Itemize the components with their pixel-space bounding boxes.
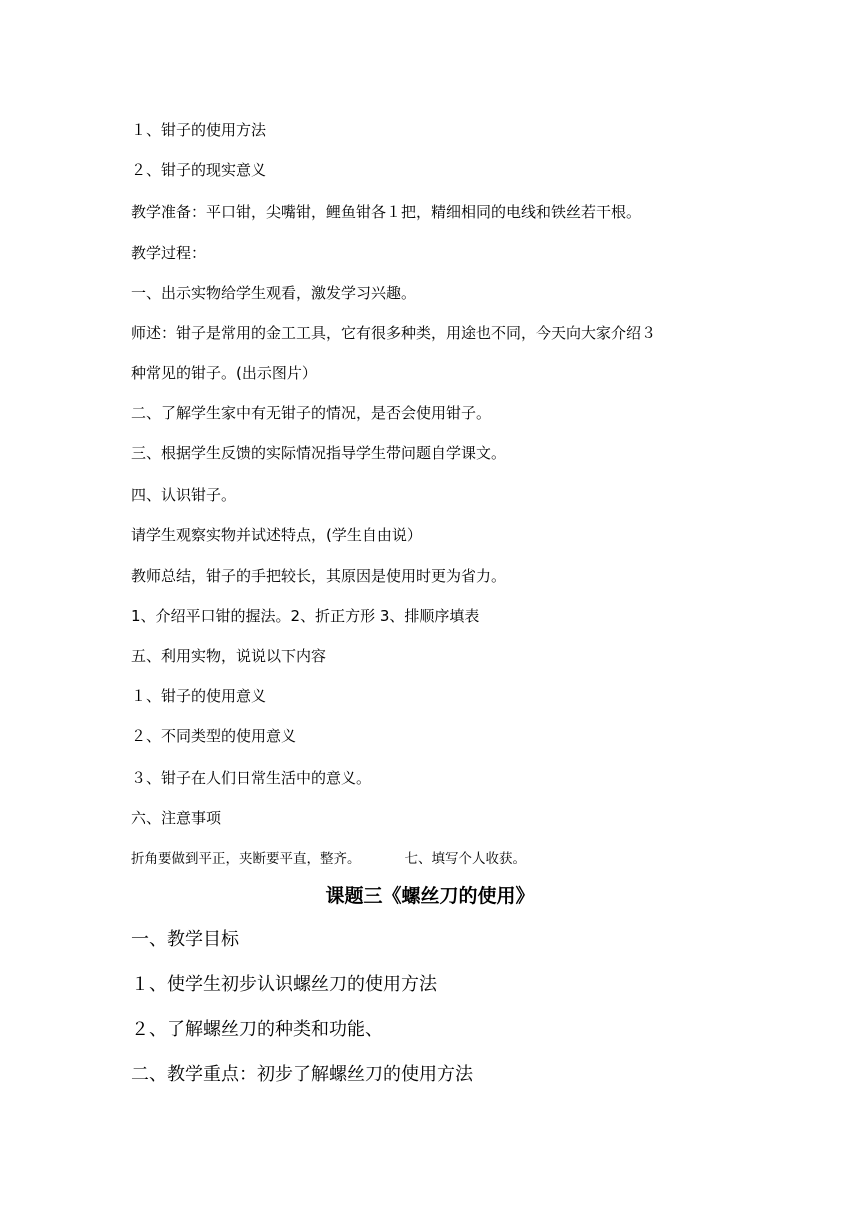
section-title: 课题三《螺丝刀的使用》 bbox=[325, 885, 535, 907]
text-line: 六、注意事项 bbox=[131, 809, 222, 827]
text-line: 五、利用实物，说说以下内容 bbox=[131, 647, 327, 665]
text-line: ２、不同类型的使用意义 bbox=[131, 727, 297, 745]
text-line: 师述：钳子是常用的金工工具，它有很多种类，用途也不同，今天向大家介绍３ bbox=[131, 324, 657, 342]
section-line: 二、教学重点：初步了解螺丝刀的使用方法 bbox=[131, 1064, 473, 1085]
text-line: 三、根据学生反馈的实际情况指导学生带问题自学课文。 bbox=[131, 444, 507, 462]
text-line: 教师总结，钳子的手把较长，其原因是使用时更为省力。 bbox=[131, 567, 507, 585]
section-line: １、使学生初步认识螺丝刀的使用方法 bbox=[131, 974, 437, 995]
text-line: 请学生观察实物并试述特点，(学生自由说） bbox=[131, 526, 422, 544]
note-left: 折角要做到平正，夹断要平直，整齐。 bbox=[131, 851, 361, 867]
text-line: 教学准备：平口钳，尖嘴钳，鲤鱼钳各１把，精细相同的电线和铁丝若干根。 bbox=[131, 203, 642, 221]
text-line: 1、介绍平口钳的握法。2、折正方形 3、排顺序填表 bbox=[131, 607, 480, 625]
text-line: 一、出示实物给学生观看，激发学习兴趣。 bbox=[131, 284, 417, 302]
section-line: ２、了解螺丝刀的种类和功能、 bbox=[131, 1019, 383, 1040]
text-line: 种常见的钳子。(出示图片） bbox=[131, 364, 317, 382]
text-line: 教学过程： bbox=[131, 244, 207, 262]
text-line: 二、了解学生家中有无钳子的情况，是否会使用钳子。 bbox=[131, 404, 492, 422]
notes-line bbox=[131, 849, 526, 869]
text-line: １、钳子的使用方法 bbox=[131, 121, 267, 139]
text-line: ２、钳子的现实意义 bbox=[131, 161, 267, 179]
text-line: ３、钳子在人们日常生活中的意义。 bbox=[131, 769, 372, 787]
text-line: 四、认识钳子。 bbox=[131, 486, 237, 504]
note-right: 七、填写个人收获。 bbox=[404, 851, 526, 867]
section-line: 一、教学目标 bbox=[131, 929, 239, 950]
text-line: １、钳子的使用意义 bbox=[131, 687, 267, 705]
